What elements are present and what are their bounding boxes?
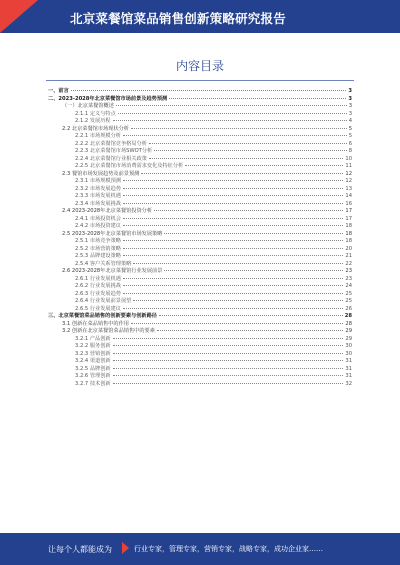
toc-leader-dots	[141, 173, 343, 174]
toc-page-number: 8	[348, 148, 352, 154]
toc-entry[interactable]	[48, 373, 352, 381]
toc-page-number: 11	[345, 163, 352, 169]
header-red-corner	[0, 0, 38, 33]
toc-entry[interactable]	[48, 96, 352, 104]
toc-page-number: 28	[345, 320, 352, 327]
toc-leader-dots	[113, 368, 344, 369]
toc-entry-text: 2.3.2 市场发展趋势	[75, 185, 121, 192]
toc-leader-dots	[123, 293, 343, 294]
toc-entry[interactable]	[48, 283, 352, 291]
toc-entry-text: 3.2.6 管理创新	[75, 373, 111, 379]
report-title: 北京菜餐馆菜品销售创新策略研究报告	[70, 11, 286, 26]
toc-leader-dots	[71, 90, 347, 91]
toc-entry-text: 3.2 创新在北京菜餐馆菜品销售中的要素	[62, 328, 155, 334]
toc-entry[interactable]	[48, 268, 352, 276]
footer-tagline: 行业专家，管理专家，营销专家，战略专家，成功企业家……	[134, 545, 323, 553]
toc-entry-text: 2.2.3 北京菜餐馆市场SWOT分析	[75, 148, 153, 154]
toc-leader-dots	[123, 188, 343, 189]
toc-page-number: 26	[345, 305, 352, 312]
toc-leader-dots	[123, 195, 343, 196]
toc-heading: 内容目录	[175, 59, 224, 73]
toc-leader-dots	[133, 263, 343, 264]
toc-entry[interactable]	[48, 366, 352, 374]
table-of-contents	[48, 88, 352, 388]
toc-entry-text: 2.3 餐馆市场发展趋势及前景预测	[62, 170, 140, 177]
toc-entry[interactable]	[48, 111, 352, 119]
toc-entry[interactable]	[48, 381, 352, 389]
toc-page-number: 23	[345, 275, 352, 282]
toc-entry[interactable]	[48, 118, 352, 126]
toc-entry[interactable]	[48, 328, 352, 336]
toc-entry-text: 2.5.3 品牌建设策略	[75, 253, 121, 259]
toc-page-number: 12	[345, 178, 352, 184]
page-footer	[0, 533, 400, 565]
toc-leader-dots	[164, 233, 343, 234]
toc-entry[interactable]	[48, 193, 352, 201]
toc-page-number: 22	[345, 260, 352, 267]
toc-page-number: 16	[345, 200, 352, 207]
toc-entry-text: 2.6.1 行业发展机遇	[75, 275, 121, 282]
toc-entry[interactable]	[48, 238, 352, 246]
toc-entry-text: 2.2 北京菜餐馆市场现状分析	[62, 125, 129, 132]
toc-leader-dots	[185, 165, 343, 166]
toc-page-number: 29	[345, 335, 352, 342]
toc-entry-text: 2.5.2 市场营销策略	[75, 245, 121, 252]
toc-page-number: 24	[345, 283, 352, 289]
toc-entry[interactable]	[48, 298, 352, 306]
toc-leader-dots	[123, 203, 343, 204]
toc-page-number: 20	[345, 245, 352, 252]
toc-leader-dots	[123, 248, 343, 249]
toc-entry-text: 2.4.1 市场投资机会	[75, 215, 121, 222]
toc-entry[interactable]	[48, 306, 352, 314]
toc-entry[interactable]	[48, 186, 352, 194]
toc-leader-dots	[149, 143, 347, 144]
toc-leader-dots	[154, 150, 346, 151]
toc-page-number: 17	[345, 208, 352, 214]
toc-leader-dots	[159, 315, 343, 316]
toc-leader-dots	[113, 120, 347, 121]
footer-slogan: 让每个人都能成为	[48, 545, 112, 554]
toc-page-number: 23	[345, 268, 352, 274]
toc-leader-dots	[123, 135, 347, 136]
toc-leader-dots	[154, 210, 343, 211]
toc-leader-dots	[116, 105, 347, 106]
toc-page-number: 3	[348, 95, 352, 102]
toc-leader-dots	[113, 360, 344, 361]
toc-entry[interactable]	[48, 156, 352, 164]
heading-divider	[46, 80, 354, 81]
toc-entry-text: 2.3.4 市场发展挑战	[75, 200, 121, 207]
toc-page-number: 29	[345, 328, 352, 334]
toc-entry-text: 2.6.3 行业发展趋势	[75, 290, 121, 297]
toc-entry-text: 一、前言	[48, 88, 69, 94]
toc-leader-dots	[131, 323, 343, 324]
toc-leader-dots	[123, 255, 343, 256]
toc-entry[interactable]	[48, 201, 352, 209]
toc-entry[interactable]	[48, 313, 352, 321]
toc-entry-text: 2.6.4 行业发展前景展望	[75, 298, 132, 304]
toc-leader-dots	[113, 375, 344, 376]
toc-page-number: 5	[348, 125, 352, 132]
toc-page-number: 31	[345, 358, 352, 364]
toc-leader-dots	[123, 285, 343, 286]
toc-entry[interactable]	[48, 141, 352, 149]
toc-leader-dots	[164, 270, 343, 271]
toc-leader-dots	[123, 180, 343, 181]
toc-page-number: 32	[345, 380, 352, 387]
toc-page-number: 10	[345, 155, 352, 162]
toc-entry-text: 2.1.2 发展历程	[75, 118, 111, 124]
toc-entry-text: （一）北京菜餐馆概述	[62, 103, 114, 109]
toc-entry[interactable]	[48, 343, 352, 351]
toc-entry-text: 3.2.2 服务创新	[75, 343, 111, 349]
toc-page-number: 31	[345, 365, 352, 372]
toc-page-number: 18	[345, 223, 352, 229]
toc-page-number: 21	[345, 253, 352, 259]
toc-entry-text: 2.6.5 行业发展建议	[75, 305, 121, 312]
toc-page-number: 30	[345, 343, 352, 349]
toc-leader-dots	[123, 225, 343, 226]
toc-entry[interactable]	[48, 163, 352, 171]
toc-page-number: 25	[345, 290, 352, 297]
toc-entry-text: 2.2.4 北京菜餐馆行业相关政策	[75, 155, 147, 162]
toc-leader-dots	[113, 338, 344, 339]
toc-leader-dots	[113, 345, 344, 346]
toc-entry-text: 二、2023-2028年北京菜餐馆市场前景及趋势预测	[48, 95, 168, 102]
toc-entry-text: 2.6.2 行业发展挑战	[75, 283, 121, 289]
toc-leader-dots	[169, 98, 346, 99]
toc-entry-text: 2.3.3 市场发展机遇	[75, 193, 121, 199]
toc-leader-dots	[113, 353, 344, 354]
toc-entry[interactable]	[48, 291, 352, 299]
toc-page-number: 14	[345, 193, 352, 199]
toc-entry[interactable]	[48, 126, 352, 134]
toc-entry[interactable]	[48, 261, 352, 269]
toc-entry-text: 2.2.5 北京菜餐馆市场消费需求变化及特征分析	[75, 163, 184, 169]
toc-page-number: 3	[348, 103, 352, 109]
toc-entry[interactable]	[48, 336, 352, 344]
toc-entry[interactable]	[48, 276, 352, 284]
toc-entry-text: 3.2.4 渠道创新	[75, 358, 111, 364]
toc-leader-dots	[123, 218, 343, 219]
toc-entry-text: 2.2.1 市场规模分析	[75, 133, 121, 139]
toc-entry-text: 3.2.3 营销创新	[75, 350, 111, 357]
toc-entry-text: 三、北京菜餐馆菜品销售的创新要素与创新路径	[48, 313, 157, 319]
toc-entry[interactable]	[48, 178, 352, 186]
toc-page-number: 12	[345, 170, 352, 177]
toc-page-number: 28	[344, 313, 352, 319]
toc-page-number: 13	[345, 185, 352, 192]
toc-page-number: 5	[348, 133, 352, 139]
toc-entry-text: 3.2.1 产品创新	[75, 335, 111, 342]
toc-leader-dots	[123, 308, 343, 309]
toc-page-number: 4	[348, 118, 352, 124]
toc-entry-text: 2.5.1 市场竞争策略	[75, 238, 121, 244]
toc-entry[interactable]	[48, 351, 352, 359]
arrow-right-icon	[122, 542, 129, 554]
toc-page-number: 18	[345, 230, 352, 237]
toc-entry[interactable]	[48, 321, 352, 329]
toc-entry[interactable]	[48, 133, 352, 141]
toc-page-number: 3	[348, 110, 352, 117]
toc-entry[interactable]	[48, 208, 352, 216]
toc-leader-dots	[123, 278, 343, 279]
toc-entry-text: 2.2.2 北京菜餐馆竞争格局分析	[75, 140, 147, 147]
page-header	[0, 0, 400, 33]
toc-entry-text: 2.4 2023-2028年北京菜餐馆投资分析	[62, 208, 153, 214]
toc-leader-dots	[118, 113, 347, 114]
toc-leader-dots	[157, 330, 343, 331]
toc-entry[interactable]	[48, 231, 352, 239]
toc-entry[interactable]	[48, 103, 352, 111]
toc-entry[interactable]	[48, 246, 352, 254]
toc-page-number: 18	[345, 238, 352, 244]
toc-entry-text: 2.4.2 市场投资建议	[75, 223, 121, 229]
toc-entry[interactable]	[48, 171, 352, 179]
toc-page-number: 31	[345, 373, 352, 379]
toc-entry-text: 2.5.4 客户关系管理策略	[75, 260, 132, 267]
toc-entry-text: 2.5 2023-2028年北京菜餐馆市场发展策略	[62, 230, 163, 237]
toc-leader-dots	[133, 300, 343, 301]
toc-entry[interactable]	[48, 223, 352, 231]
toc-entry-text: 2.1.1 定义与特点	[75, 110, 116, 117]
toc-entry[interactable]	[48, 148, 352, 156]
toc-entry[interactable]	[48, 253, 352, 261]
toc-page-number: 17	[345, 215, 352, 222]
toc-leader-dots	[113, 383, 344, 384]
toc-leader-dots	[131, 128, 347, 129]
toc-entry-text: 3.2.7 技术创新	[75, 380, 111, 387]
toc-page-number: 6	[348, 140, 352, 147]
toc-entry-text: 3.2.5 品牌创新	[75, 365, 111, 372]
toc-entry-text: 3.1 创新在菜品销售中的作用	[62, 320, 129, 327]
toc-entry-text: 2.6 2023-2028年北京菜餐馆行业发展前景	[62, 268, 163, 274]
toc-entry[interactable]	[48, 358, 352, 366]
toc-leader-dots	[123, 240, 343, 241]
toc-entry[interactable]	[48, 216, 352, 224]
toc-leader-dots	[149, 158, 343, 159]
toc-page-number: 3	[348, 88, 352, 94]
toc-entry-text: 2.3.1 市场规模预测	[75, 178, 121, 184]
toc-page-number: 30	[345, 350, 352, 357]
toc-entry[interactable]	[48, 88, 352, 96]
toc-page-number: 25	[345, 298, 352, 304]
